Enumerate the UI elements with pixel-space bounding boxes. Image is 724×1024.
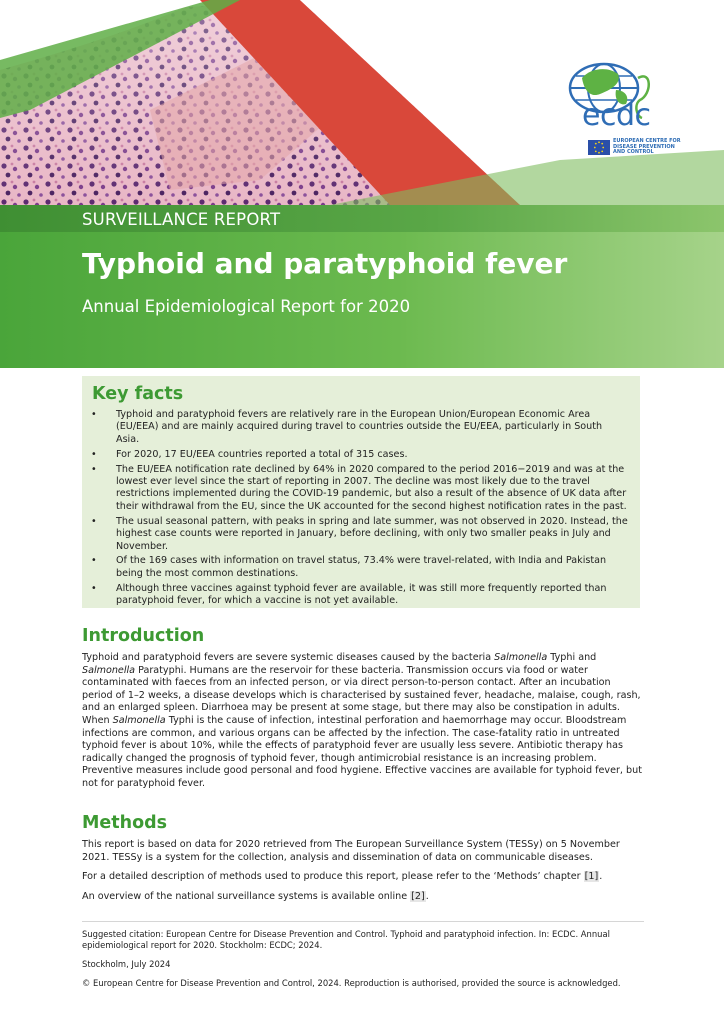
key-fact-item: • The usual seasonal pattern, with peaks in spring and late summer, was not observed in 2020. Instead, the highest case counts were reported in January, before declining, with only two smaller peaks in July and November. [91, 515, 628, 552]
ecdc-logo [560, 60, 690, 170]
methods-paragraph-1: This report is based on data for 2020 retrieved from The European Surveillance System (TESSy) on 5 November 2021. TESSy is a system for the collection, analysis and dissemination of data on communicable diseases. [82, 839, 620, 863]
bullet-icon: • [91, 463, 97, 475]
key-facts-list [92, 409, 628, 608]
key-fact-item: • Although three vaccines against typhoid fever are available, it was still more frequently reported than paratyphoid fever, for which a vaccine is not yet available. [91, 582, 607, 607]
logo-agency-name: EUROPEAN CENTRE FOR DISEASE PREVENTION AND CONTROL [613, 138, 681, 156]
methods-paragraph-2: For a detailed description of methods used to produce this report, please refer to the ‘Methods’ chapter [1]. [82, 871, 603, 883]
key-fact-item: • Typhoid and paratyphoid fevers are relatively rare in the European Union/European Economic Area (EU/EEA) and are mainly acquired during travel to countries outside the EU/EEA, particularly in South Asia. [91, 409, 603, 445]
key-fact-item: • Of the 169 cases with information on travel status, 73.4% were travel-related, with India and Pakistan being the most common destinations. [91, 555, 607, 579]
key-fact-item: • For 2020, 17 EU/EEA countries reported a total of 315 cases. [91, 448, 408, 460]
reference-link-1[interactable]: [1] [584, 871, 599, 883]
methods-paragraph-3: An overview of the national surveillance systems is available online [2]. [82, 890, 429, 902]
key-facts-heading: Key facts [92, 384, 184, 404]
bullet-icon: • [91, 515, 97, 527]
page-subtitle: Annual Epidemiological Report for 2020 [82, 297, 411, 316]
bullet-icon: • [91, 555, 97, 567]
copyright-notice: © European Centre for Disease Prevention and Control, 2024. Reproduction is authorised, provided the source is acknowledged. [82, 978, 621, 988]
eu-flag-icon [588, 140, 610, 155]
introduction-paragraph: Typhoid and paratyphoid fevers are severe systemic diseases caused by the bacteria Salmonella Typhi and Salmonella Paratyphi. Humans are the reservoir for these bacteria. Transmission occurs via food or water contaminated with faeces from an infected person, or via direct person-to-person contact. After an incubation period of 1–2 weeks, a disease develops which is characterised by sustained fever, headache, malaise, cough, rash, and an enlarged spleen. Diarrhoea may be present at some stage, but there may also be constipation in adults. When Salmonella Typhi is the cause of infection, intestinal perforation and haemorrhage may occur. Bloodstream infections are common, and various organs can be affected by the infection. The case-fatality ratio in untreated typhoid fever is about 10%, while the effects of paratyphoid fever are usually less severe. Antibiotic therapy has radically changed the prognosis of typhoid fever, though antimicrobial resistance is an increasing problem. Preventive measures include good personal and food hygiene. Effective vaccines are available for typhoid fever, but not for paratyphoid fever. [82, 652, 642, 789]
place-date: Stockholm, July 2024 [82, 959, 171, 969]
bullet-icon: • [91, 448, 97, 460]
key-fact-item: • The EU/EEA notification rate declined by 64% in 2020 compared to the period 2016−2019 and was at the lowest ever level since the start of reporting in 2007. The decline was most likely due to the travel restrictions implemented during the COVID-19 pandemic, but also a result of the absence of UK data after their withdrawal from the EU, since the UK accounted for the second highest notification rates in the past. [91, 463, 627, 512]
key-facts-box [82, 376, 640, 608]
reference-link-2[interactable]: [2] [411, 890, 425, 902]
page-title: Typhoid and paratyphoid fever [82, 247, 568, 280]
suggested-citation: Suggested citation: European Centre for Disease Prevention and Control. Typhoid and paratyphoid infection. In: ECDC. Annual epidemiological report for 2020. Stockholm: ECDC; 2024. [82, 929, 610, 950]
bullet-icon: • [91, 582, 97, 594]
introduction-section [82, 626, 644, 798]
logo-wordmark: ecdc [582, 98, 651, 133]
title-banner [0, 205, 724, 368]
report-kind: SURVEILLANCE REPORT [82, 210, 281, 229]
footer [82, 921, 644, 997]
bullet-icon: • [91, 409, 97, 420]
methods-section [82, 813, 644, 910]
methods-heading: Methods [82, 813, 168, 833]
introduction-heading: Introduction [82, 626, 205, 646]
